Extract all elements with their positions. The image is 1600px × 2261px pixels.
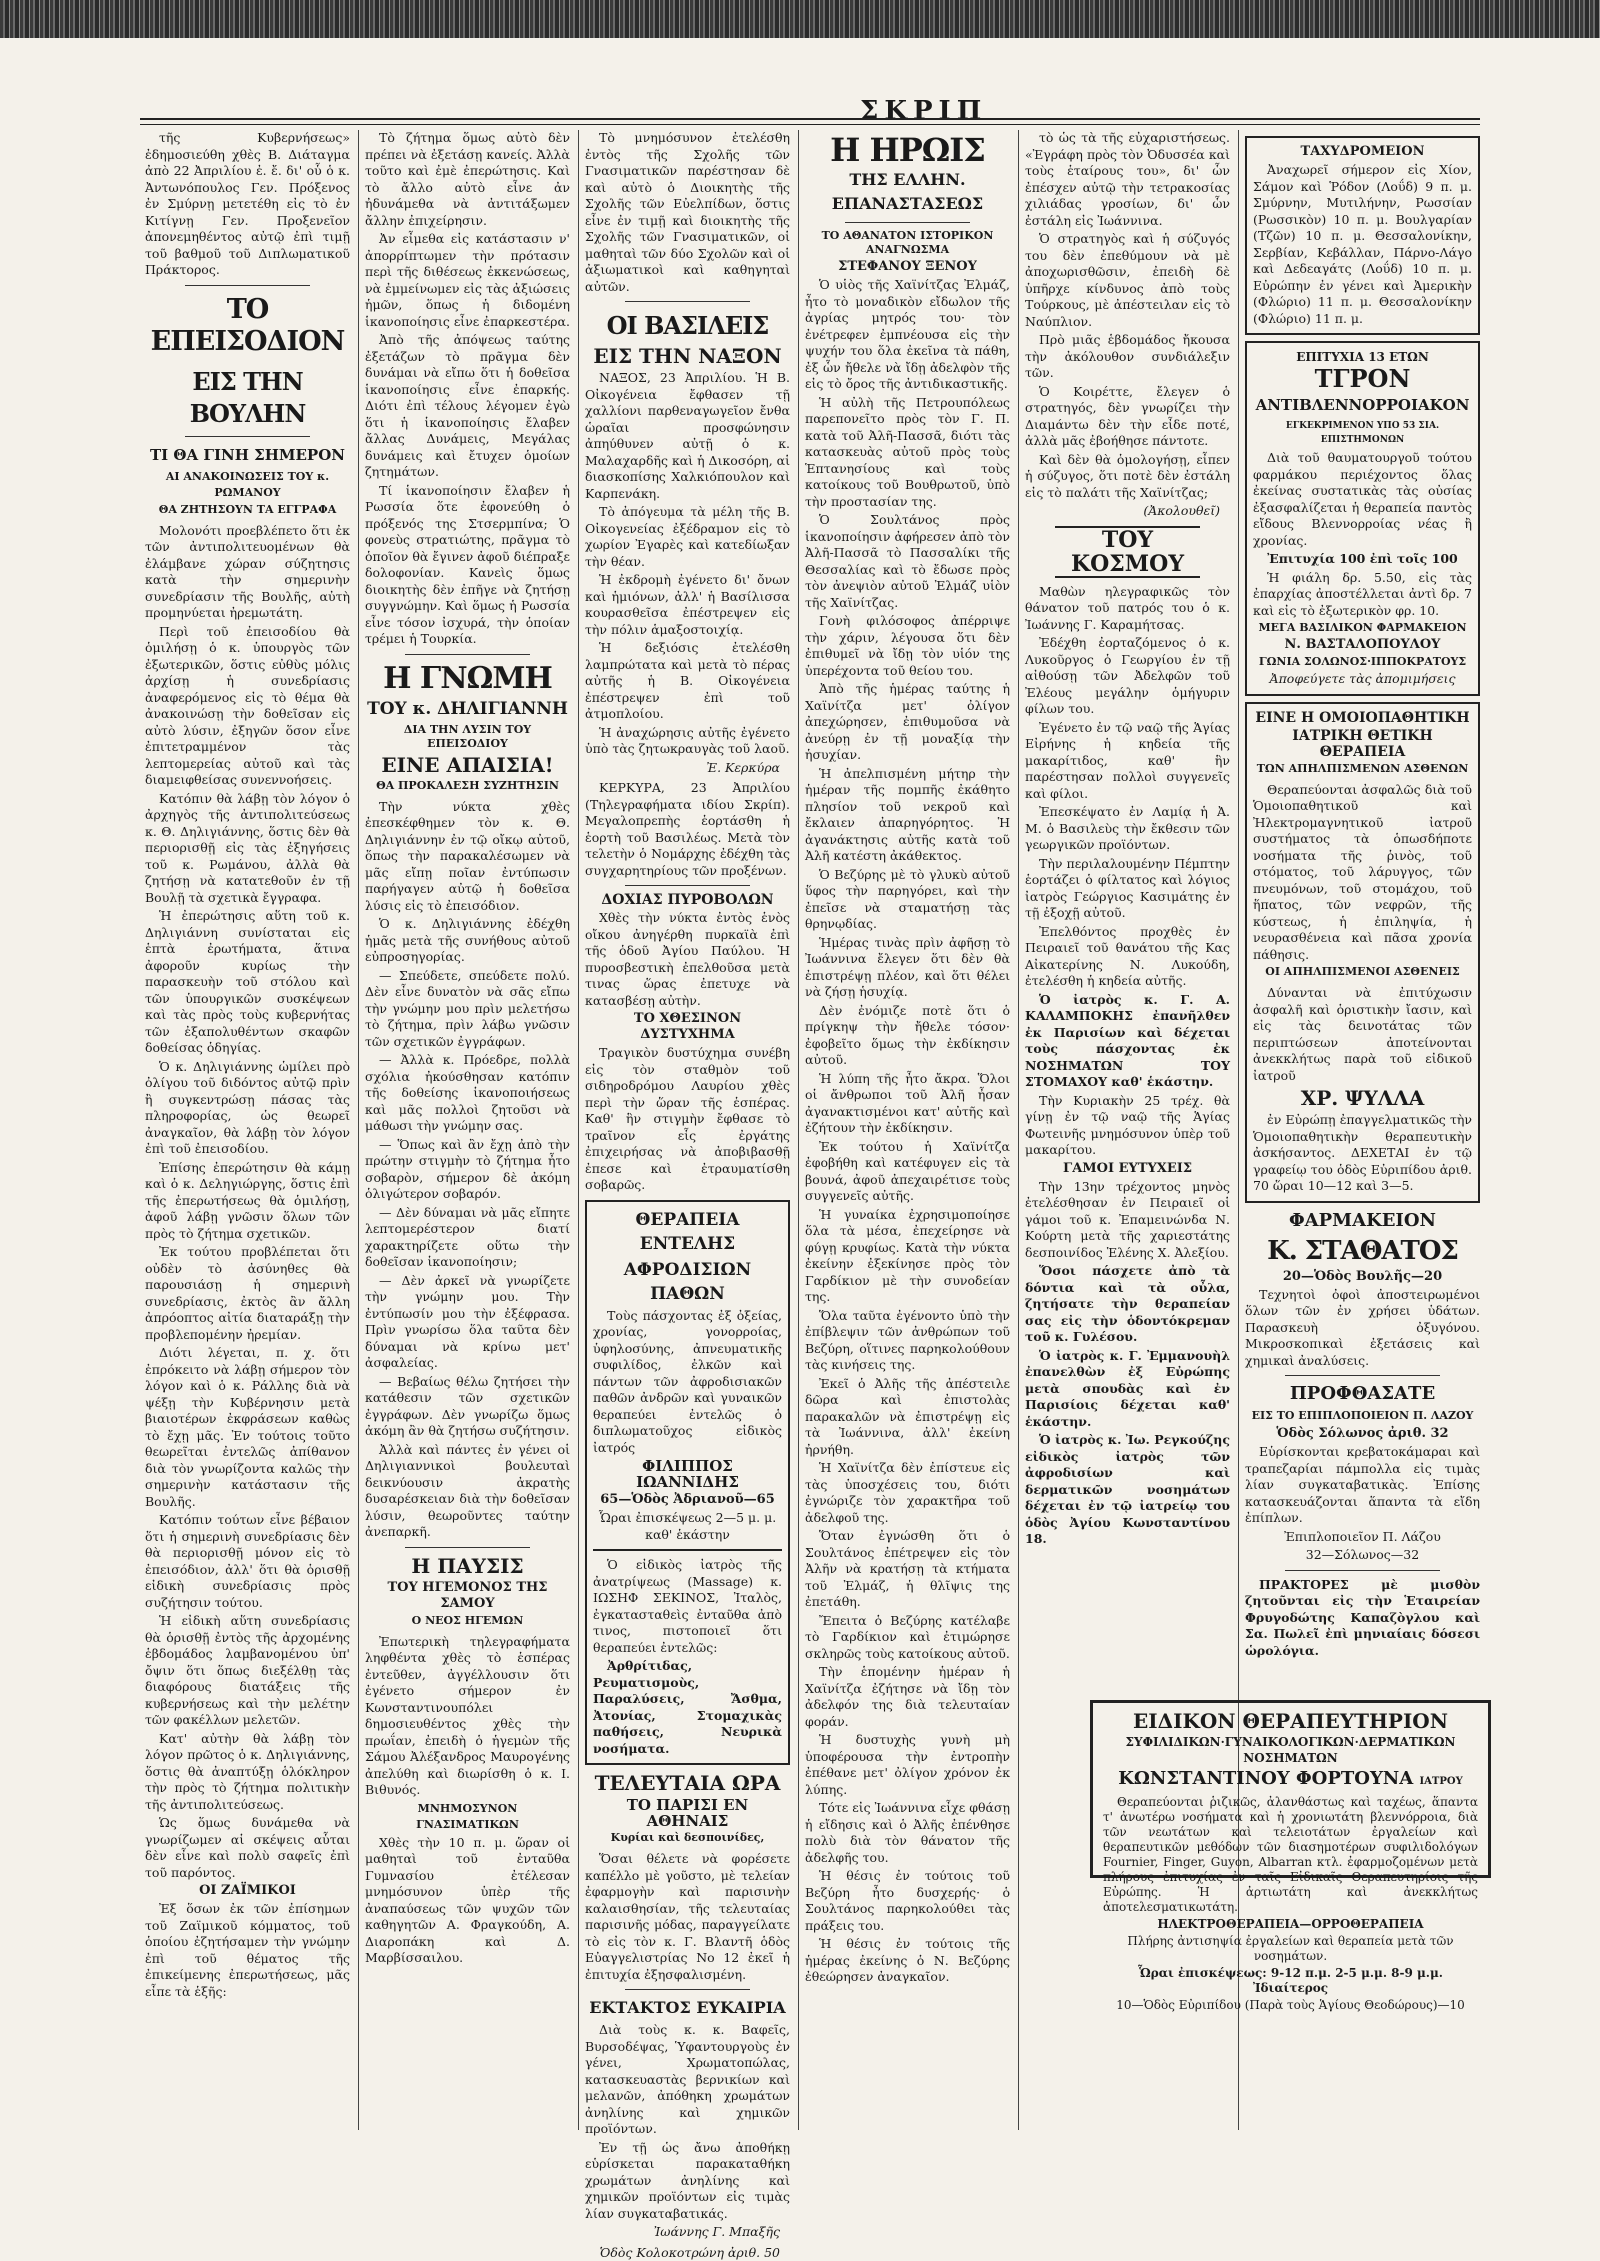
column-6	[1245, 130, 1480, 1660]
subheadline: ΑΙ ΑΝΑΚΟΙΝΩΣΕΙΣ ΤΟΥ κ. ΡΩΜΑΝΟΥ	[145, 469, 350, 501]
ad-text: Ἀποφεύγετε τὰς ἀπομιμήσεις	[1253, 671, 1472, 688]
paragraph: Ἀπὸ τῆς ἡμέρας ταύτης ἡ Χαϊνίτζα μετ' ὀλίγον ἀπεχώρησεν, ἐπιθυμοῦσα νὰ ἀνεύρῃ ἐν τῇ μοναξίᾳ τὴν ἡσυχίαν.	[805, 681, 1010, 764]
paragraph: Ὅλα ταῦτα ἐγένοντο ὑπὸ τὴν ἐπίβλεψιν τῶν ἀνθρώπων τοῦ Βεζύρη, οἵτινες παρηκολούθουν τὰς κινήσεις της.	[805, 1308, 1010, 1374]
ad-headline: ΕΙΣ ΤΟ ΕΠΙΠΛΟΠΟΙΕΙΟΝ Π. ΛΑΖΟΥ	[1245, 1408, 1480, 1424]
ad-address: 65—Ὁδὸς Ἀδριανοῦ—65	[593, 1492, 782, 1508]
column-rule	[578, 130, 579, 2130]
paragraph: Ὁ ἰατρὸς κ. Γ. Ἐμμανουὴλ ἐπανελθὼν ἐξ Εὐρώπης μετὰ σπουδὰς καὶ ἐν Παρισίοις δέχεται καθ' ἑκάστην.	[1025, 1348, 1230, 1431]
column-rule	[798, 130, 799, 2130]
ad-headline: ΕΠΙΤΥΧΙΑ 13 ΕΤΩΝ	[1253, 349, 1472, 365]
separator	[405, 654, 530, 655]
paragraph: Ἀν εἶμεθα εἰς κατάστασιν ν' ἀπορρίπτωμεν τὴν πρότασιν περὶ τῆς διθέσεως ἐκκενώσεως, νὰ ἐμμείνωμεν εἰς τὰς ἀξιώσεις ἡμῶν, ὅπως ἡ διδομένη ἱκανοποίησις εἶνε ἐπαρκεστέρα.	[365, 231, 570, 330]
paragraph: Ἔπειτα ὁ Βεζύρης κατέλαβε τὸ Γαρδίκιον καὶ ἐτιμώρησε σκληρῶς τοὺς κατοίκους αὐτοῦ.	[805, 1613, 1010, 1663]
headline: ΤΟΥ κ. ΔΗΛΙΓΙΑΝΝΗ	[365, 697, 570, 721]
paragraph: — Ἀλλὰ κ. Πρόεδρε, πολλὰ σχόλια ἠκούσθησαν κατόπιν τῆς δοθείσης ἱκανοποιήσεως καὶ μᾶς πολλοὶ ζητοῦσι νὰ μάθωσι τὴν γνώμην σας.	[365, 1052, 570, 1135]
subheadline: ΜΝΗΜΟΣΥΝΟΝ ΓΝΑΣΙΜΑΤΙΚΩΝ	[365, 1801, 570, 1833]
ad-subheadline: ΟΙ ΑΠΗΛΠΙΣΜΕΝΟΙ ΑΣΘΕΝΕΙΣ	[1253, 965, 1472, 979]
ad-text: Εὑρίσκονται κρεβατοκάμαραι καὶ τραπεζαρίαι πάμπολλα εἰς τιμὰς λίαν συγκαταβατικὰς. Ἐπίσης κατασκευάζονται ἅπαντα τὰ εἴδη ἐπίπλων.	[1245, 1444, 1480, 1527]
paragraph: Τὴν 13ην τρέχοντος μηνὸς ἐτελέσθησαν ἐν Πειραιεῖ οἱ γάμοι τοῦ κ. Ἐπαμεινώνδα Ν. Κούρτη μετὰ τῆς χαριεστάτης δεσποινίδος Ἑλένης Χ. Ἀλεξίου.	[1025, 1179, 1230, 1262]
paragraph: Ὁ ἰατρὸς κ. Γ. Α. ΚΑΛΑΜΠΟΚΗΣ ἐπανῆλθεν ἐκ Παρισίων καὶ δέχεται τοὺς πάσχοντας ἐκ ΝΟΣΗΜΑΤΩΝ ΤΟΥ ΣΤΟΜΑΧΟΥ καθ' ἑκάστην.	[1025, 992, 1230, 1091]
headline: Η ΓΝΩΜΗ	[365, 663, 570, 695]
ad-address: ΓΩΝΙΑ ΣΟΛΩΝΟΣ·ΙΠΠΟΚΡΑΤΟΥΣ	[1253, 655, 1472, 669]
headline: ΤΟΥ ΚΟΣΜΟΥ	[1055, 526, 1200, 578]
signature: Ὁδὸς Κολοκοτρώνη ἀριθ. 50	[595, 2245, 780, 2261]
paragraph: Ἡ ἐκδρομὴ ἐγένετο δι' ὄνων καὶ ἡμιόνων, ἀλλ' ἡ Βασίλισσα κουρασθεῖσα ἐπέστρεψεν εἰς τὴν πόλιν ἁμαξοστοιχίᾳ.	[585, 572, 790, 638]
ad-headline: ΑΦΡΟΔΙΣΙΩΝ ΠΑΘΩΝ	[593, 1258, 782, 1306]
subheadline: Ο ΝΕΟΣ ΗΓΕΜΩΝ	[365, 1614, 570, 1628]
ad-headline: ΑΝΤΙΒΛΕΝΝΟΡΡΟΙΑΚΟΝ	[1253, 393, 1472, 417]
paragraph: Ἡ εἰδικὴ αὕτη συνεδρίασις θὰ ὁρισθῇ ἐντὸς τῆς ἀρχομένης ἑβδομάδος λαμβανομένου ὑπ' ὄψιν ὅτι ὅπως διεξέλθῃ τὰς διαφόρους διατάξεις τῆς κυβερνήσεως καὶ τὴν μελέτην τῶν φακέλλων μελετῶν.	[145, 1613, 350, 1729]
ad-subheadline: ΕΓΚΕΚΡΙΜΕΝΟΝ ΥΠΟ 53 ΣΙΑ. ΕΠΙΣΤΗΜΟΝΩΝ	[1253, 419, 1472, 447]
paragraph: Ὁ στρατηγὸς καὶ ἡ σύζυγός του δὲν ἐπεθύμουν νὰ μὲ ἀποχωρισθῶσιν, ἐπειδὴ δὲ ὑπῆρχε κίνδυνος ἀπὸ τοὺς Τούρκους, μὲ ἀπέστειλαν εἰς τὸ Ναύπλιον.	[1025, 231, 1230, 330]
ad-headline: ΘΕΡΑΠΕΙΑ ΕΝΤΕΛΗΣ	[593, 1208, 782, 1256]
ad-text: Διὰ τοῦ θαυματουργοῦ τούτου φαρμάκου περιέχοντος ὅλας ἐκείνας συστατικὰς τὰς οὐσίας ἐξασφαλίζεται ἡ θεραπεία παντὸς εἴδους Βλεννορροίας νέας ἢ χρονίας.	[1253, 450, 1472, 549]
paragraph: Ἐν τῇ ὡς ἄνω ἀποθήκῃ εὑρίσκεται παρακαταθήκη χρωμάτων ἀνηλίνης καὶ χημικῶν προϊόντων εἰς τιμὰς λίαν συγκαταβατικάς.	[585, 2140, 790, 2223]
paragraph: Ἡ λύπη τῆς ἦτο ἄκρα. Ὅλοι οἱ ἄνθρωποι τοῦ Ἀλῆ ἦσαν ἀγανακτισμένοι κατ' αὐτῆς καὶ ἐζήτουν τὴν ἐκδίκησιν.	[805, 1071, 1010, 1137]
headline: ΕΙΝΕ ΑΠΑΙΣΙΑ!	[365, 753, 570, 777]
paragraph: Τί ἱκανοποίησιν ἔλαβεν ἡ Ρωσσία ὅτε ἐφονεύθη ὁ πρόξενός της Στσερμπίνα; Ὁ φονεὺς στρατιώτης, πρᾶγμα τὸ ὁποῖον θὰ ἔγινεν ἀφοῦ διέπραξε δολοφονίαν. Κανεὶς ὅμως διοικητὴς δὲν ἐπῆγε νὰ ζητήσῃ συγγνώμην. Καὶ ὅμως ἡ Ρωσσία εἶνε τόσον ἰσχυρά, τὴν ὁποίαν τρέμει ἡ Τουρκία.	[365, 483, 570, 648]
ad-name: ΧΡ. ΨΥΛΛΑ	[1253, 1086, 1472, 1110]
paragraph: Γονὴ φιλόσοφος ἀπέρριψε τὴν χάριν, λέγουσα ὅτι δὲν ἐπιθυμεῖ νὰ ἴδῃ τὸν υἱόν της ὑπερέχοντα τοῦ θείου του.	[805, 613, 1010, 679]
subheadline: ΤΟΥ ΗΓΕΜΟΝΟΣ ΤΗΣ ΣΑΜΟΥ	[365, 1580, 570, 1612]
headline: ΤΟ ΧΘΕΣΙΝΟΝ ΔΥΣΤΥΧΗΜΑ	[585, 1011, 790, 1043]
ad-name	[1103, 1767, 1478, 1794]
ad-name-title: ΙΑΤΡΟΥ	[1420, 1776, 1463, 1787]
paragraph: Τὴν νύκτα χθὲς ἐπεσκέφθημεν τὸν κ. Θ. Δηλιγιάννην ἐν τῷ οἴκῳ αὐτοῦ, ὅπως τὴν παρακαλέσωμεν νὰ μᾶς εἴπῃ ποῖαν ἐντύπωσιν παρήγαγεν αὐτῷ ἡ δοθεῖσα λύσις εἰς τὸ ἐπεισόδιον.	[365, 799, 570, 915]
ad-name: ΦΙΛΙΠΠΟΣ ΙΩΑΝΝΙΔΗΣ	[593, 1458, 782, 1490]
column-5	[1025, 130, 1230, 1660]
paragraph: Ἡ αὐλὴ τῆς Πετρουπόλεως παρεπονεῖτο πρὸς τὸν Γ. Π. κατὰ τοῦ Ἀλῆ-Πασσᾶ, διότι τὰς κατασκευὰς αὐτοῦ πρὸς τοὺς Ἑπτανησίους καὶ τοὺς κατοίκους τοῦ Βουθρωτοῦ, ὑπὸ τὴν προστασίαν της.	[805, 395, 1010, 511]
paragraph: Κατ' αὐτὴν θὰ λάβῃ τὸν λόγον πρῶτος ὁ κ. Δηλιγιάννης, ὅστις θὰ ἀναπτύξῃ ὁλόκληρον τὴν πρὸς τὸ ζήτημα πολιτικὴν τῆς ἀντιπολιτεύσεως.	[145, 1731, 350, 1814]
ad-text: Ἐπιπλοποιεῖον Π. Λάζου	[1245, 1529, 1480, 1546]
paragraph: Ἡμέρας τινὰς πρὶν ἀφῆσῃ τὸ Ἰωάννινα ἔλεγεν ὅτι δὲν θὰ ἐπιστρέψῃ πλέον, καὶ ὅτι θέλει νὰ ζήσῃ ἡσυχίᾳ.	[805, 935, 1010, 1001]
headline: ΤΗΣ ΕΛΛΗΝ. ΕΠΑΝΑΣΤΑΣΕΩΣ	[805, 168, 1010, 216]
paragraph: Ἐκ τούτου προβλέπεται ὅτι οὐδὲν τὸ ἀσύνηθες θὰ παρουσιάσῃ ἡ σημερινὴ συνεδρίασις, ἐκτὸς ἂν ἄλλη ἀπρόοπτος αἰτία διαταράξῃ τὴν προβλεπομένην ἠρεμίαν.	[145, 1244, 350, 1343]
subheadline: ΣΤΕΦΑΝΟΥ ΞΕΝΟΥ	[805, 259, 1010, 275]
paragraph: — Δὲν δύναμαι νὰ μᾶς εἴπητε λεπτομερέστερον διατί χαρακτηρίζετε οὕτω τὴν δοθεῖσαν ἱκανοποίησιν;	[365, 1205, 570, 1271]
paragraph: — Βεβαίως θέλω ζητήσει τὴν κατάθεσιν τῶν σχετικῶν ἐγγράφων. Δὲν γνωρίζω ὅμως ἀκόμη ἂν θὰ ζητήσω συζήτησιν.	[365, 1374, 570, 1440]
ad-subheadline: ΤΩΝ ΑΠΗΛΠΙΣΜΕΝΩΝ ΑΣΘΕΝΩΝ	[1253, 762, 1472, 776]
paragraph: Τότε εἰς Ἰωάννινα εἶχε φθάσῃ ἡ εἴδησις καὶ ὁ Ἀλῆς ἐπένθησε πολὺ διὰ τὸν θάνατον τῆς ἀδελφῆς του.	[805, 1800, 1010, 1866]
separator	[1285, 1375, 1440, 1376]
signature: Ἰωάννης Γ. Μπαξῆς	[595, 2224, 780, 2241]
column-rule	[1018, 130, 1019, 2130]
headline: ΕΙΣ ΤΗΝ ΝΑΞΟΝ	[585, 344, 790, 368]
ad-text: ΠΡΑΚΤΟΡΕΣ μὲ μισθὸν ζητοῦνται εἰς τὴν Ἑταιρείαν Φρυγοδώτης Καπαζὸγλου καὶ Σα. Πωλεῖ ἐπὶ μηνιαίαις δόσεσι ὡρολόγια.	[1245, 1577, 1480, 1660]
paragraph: Ὡς ὅμως δυνάμεθα νὰ γνωρίζωμεν αἱ σκέψεις αὗται δὲν εἶνε καὶ πολὺ σαφεῖς ἐπὶ τοῦ παρόντος.	[145, 1815, 350, 1881]
paragraph: — Σπεύδετε, σπεύδετε πολύ. Δὲν εἶνε δυνατὸν νὰ σᾶς εἴπω τὴν γνώμην μου πρὶν μελετήσω τὸ ζήτημα, πρὶν λάβω γνῶσιν τῶν σχετικῶν ἐγγράφων.	[365, 968, 570, 1051]
ad-headline: ΣΥΦΙΛΙΔΙΚΩΝ·ΓΥΝΑΙΚΟΛΟΓΙΚΩΝ·ΔΕΡΜΑΤΙΚΩΝ ΝΟΣΗΜΑΤΩΝ	[1103, 1734, 1478, 1766]
advertisement	[1245, 702, 1480, 1203]
paragraph: Ἐδέχθη ἐορταζόμενος ὁ κ. Λυκοῦργος ὁ Γεωργίου ἐν τῇ αἰθούσῃ τῶν Ἀδελφῶν τοῦ Ἐλέους μεγάλην ὁμήγυριν φίλων του.	[1025, 635, 1230, 718]
ad-address: 20—Ὁδὸς Βουλῆς—20	[1245, 1269, 1480, 1285]
headline: ΤΟ ΠΑΡΙΣΙ ΕΝ ΑΘΗΝΑΙΣ	[585, 1797, 790, 1829]
subheadline: ΟΙ ΖΑΪΜΙΚΟΙ	[145, 1883, 350, 1899]
paragraph: Ἡ δεξιόσις ἐτελέσθη λαμπρώτατα καὶ μετὰ τὸ πέρας αὐτῆς ἡ Β. Οἰκογένεια ἐπέστρεψεν ἐπὶ τοῦ ἀτμοπλοίου.	[585, 640, 790, 723]
ad-hours: Ὧραι ἐπισκέψεως: 9-12 π.μ. 2-5 μ.μ. 8-9 μ.μ. Ἰδιαίτερος	[1103, 1966, 1478, 1996]
paragraph: Ἡ ἀπελπισμένη μήτηρ τὴν ἡμέραν τῆς πομπῆς ἐκάθητο πλησίον τοῦ νεκροῦ καὶ ἔκλαιεν ἀπαρηγόρητος. Ἡ ἀγανάκτησις αὐτῆς κατὰ τοῦ Ἀλῆ κατέστη ἀκάθεκτος.	[805, 766, 1010, 865]
paragraph: Ὅσαι θέλετε νὰ φορέσετε καπέλλο μὲ γοῦστο, μὲ τελείαν ἐφαρμογὴν καὶ παρισινὴν καλαισθησίαν, τῆς τελευταίας παρισινῆς μόδας, παραγγείλατε τὸ εἰς τὸν κ. Γ. Βλαντῆ ὁδὸς Εὐαγγελιστρίας Νο 12 ἐκεῖ ἡ ἐπιτυχία ἐξησφαλισμένη.	[585, 1851, 790, 1983]
headline: ΔΟΧΙΑΣ ΠΥΡΟΒΟΛΩΝ	[585, 892, 790, 908]
paragraph: Περὶ τοῦ ἐπεισοδίου θὰ ὁμιλήσῃ ὁ κ. ὑπουργὸς τῶν ἐξωτερικῶν, ὅστις εὐθὺς μόλις ἀρχίσῃ ἡ συνεδρίασις ἀναφερόμενος εἰς τὸ θέμα θὰ ἀνακοινώσῃ τὴν δοθεῖσαν εἰς αὐτὸ λύσιν, ἐξηγῶν ὅσον εἶνε ἐπιτετραμμένον τὰς λεπτομερείας αὐτοῦ καὶ τὰς διαμειφθείσας συνεννοήσεις.	[145, 624, 350, 789]
paragraph: Ἡ Χαϊνίτζα δὲν ἐπίστευε εἰς τὰς ὑποσχέσεις του, διότι ἐγνώριζε τὸν χαρακτῆρα τοῦ ἀδελφοῦ της.	[805, 1460, 1010, 1526]
paragraph: Ἐκ τούτου ἡ Χαϊνίτζα ἐφοβήθη καὶ κατέφυγεν εἰς τὰ βουνά, ἀφοῦ ἀπεχαιρέτισε τοὺς συγγενεῖς αὐτῆς.	[805, 1139, 1010, 1205]
paragraph: Ὁ Σουλτάνος πρὸς ἱκανοποίησιν ἀφήρεσεν ἀπὸ τὸν Ἀλῆ-Πασσᾶ τὸ Πασσαλίκι τῆς Θεσσαλίας καὶ τὸ ἔδωσε πρὸς τὸν ἀνεψιὸν αὐτοῦ Ἐλμάζ υἱὸν τῆς Χαϊνίτζας.	[805, 512, 1010, 611]
ad-text: Θεραπεύονται ῥιζικῶς, ἀλανθάστως καὶ ταχέως, ἅπαντα τ' ἀνωτέρω νοσήματα καὶ ἡ χρονιωτάτη βλεννόρροια, διὰ τῶν νεωτάτων καὶ τελειοτάτων ἐργαλείων καὶ θεραπευτικῶν μεθόδων τῶν διασημοτέρων συφιλιδολόγων Fournier, Finger, Guyon, Albarran κτλ. ἐφαρμοζομένων μετὰ πλήρους ἐπιτυχίας ἐν ταῖς Εἰδικαῖς Θεραπευτηρίοις τῆς Εὐρώπης. Ἡ ἀρτιωτάτη καὶ ἀνεκκλήτως ἀποτελεσματικωτάτη.	[1103, 1795, 1478, 1915]
paragraph: ΝΑΞΟΣ, 23 Ἀπριλίου. Ἡ Β. Οἰκογένεια ἔφθασεν τῇ χαλλίονι παρθεναγωγεῖον ἔνθα ὡραῖαι προσφώνησιν ἀπηύθυνεν αὐτῇ ὁ κ. Μαλαχαρδῆς καὶ ἡ Δικοσόρη, αἱ διασκοπίσης Χαλκιόπουλον καὶ Καρπενάκη.	[585, 370, 790, 502]
headline: ΤΟ ΕΠΕΙΣΟΔΙΟΝ	[145, 294, 350, 358]
separator	[185, 285, 310, 286]
ad-text: Ἀρθρίτιδας, Ρευματισμοὺς, Παραλύσεις, Ἄσθμα, Ἀτονίας, Στομαχικὰς παθήσεις, Νευρικὰ νοσήματα.	[593, 1658, 782, 1757]
ad-text: Δύνανται νὰ ἐπιτύχωσιν ἀσφαλῆ καὶ ὁριστικὴν ἴασιν, καὶ εἰς τὰς δεινοτάτας τῶν περιπτώσεων ἀποτείνονται ἀνεκκλήτως παρὰ τοῦ εἰδικοῦ ἰατροῦ	[1253, 985, 1472, 1084]
headline: ΕΚΤΑΚΤΟΣ ΕΥΚΑΙΡΙΑ	[585, 1996, 790, 2020]
header-rule	[140, 118, 1480, 120]
paragraph: Τὸ ζήτημα ὅμως αὐτὸ δὲν πρέπει νὰ ἐξετάσῃ κανείς. Ἀλλὰ τοῦτο καὶ ἐμὲ ἐπερώτησις. Καὶ τὸ ἄλλο αὐτὸ εἶνε ἀν ἠδυνάμεθα νὰ ἀντιτάξωμεν ἄλλην ἐπιχείρησιν.	[365, 130, 570, 229]
ad-name-text: ΚΩΝΣΤΑΝΤΙΝΟΥ ΦΟΡΤΟΥΝΑ	[1118, 1768, 1413, 1789]
paragraph: Δὲν ἐνόμιζε ποτὲ ὅτι ὁ πρίγκηψ τὴν ἤθελε τόσον· ἐφοβεῖτο ὅμως τὴν ἐκδίκησιν αὐτοῦ.	[805, 1003, 1010, 1069]
paragraph: Τὴν Κυριακὴν 25 τρέχ. θὰ γίνῃ ἐν τῷ ναῷ τῆς Ἁγίας Φωτεινῆς μνημόσυνον ὑπὲρ τοῦ μακαρίτου.	[1025, 1093, 1230, 1159]
ad-headline: ΤΓΡΟΝ	[1253, 367, 1472, 391]
signature: (Ἀκολουθεῖ)	[1035, 503, 1220, 520]
paragraph: Ἐπεσκέψατο ἐν Λαμίᾳ ἡ Ἀ. Μ. ὁ Βασιλεὺς τὴν ἔκθεσιν τῶν γεωργικῶν προϊόντων.	[1025, 804, 1230, 854]
ad-headline: ΠΡΟΦΘΑΣΑΤΕ	[1245, 1382, 1480, 1406]
paragraph: Τὴν ἑπομένην ἡμέραν ἡ Χαϊνίτζα ἐζήτησε νὰ ἴδῃ τὸν ἀδελφόν της διὰ τελευταίαν φοράν.	[805, 1664, 1010, 1730]
bottom-advertisement	[1090, 1700, 1491, 1878]
advertisement	[1245, 341, 1480, 696]
headline: Η ΠΑΥΣΙΣ	[365, 1554, 570, 1578]
paragraph: Τὴν περιλαλουμένην Πέμπτην ἑορτάζει ὁ φίλτατος καὶ λόγιος ἰατρὸς Γεώργιος Κασιμάτης ἐν τῇ ἐξοχῇ αὐτοῦ.	[1025, 856, 1230, 922]
ad-text: Ἐπιτυχία 100 ἐπὶ τοῖς 100	[1253, 551, 1472, 568]
separator	[405, 1547, 530, 1548]
paragraph: Διότι λέγεται, π. χ. ὅτι ἐπρόκειτο νὰ λάβῃ σήμερον τὸν λόγον καὶ ὁ κ. Ράλλης διὰ νὰ ψέξῃ τὴν Κυβέρνησιν μετὰ βιαιοτέρων ἐκφράσεων καθὼς τὸ ἔχῃ μᾶς. Ἐν τούτοις τοῦτο θεωρεῖται ἐντελῶς ἀπίθανον διὰ τὸν γνωρίζοντα καλῶς τὴν σημερινὴν κατάστασιν τῆς Βουλῆς.	[145, 1345, 350, 1510]
column-rule	[358, 130, 359, 2130]
paragraph: Πρὸ μιᾶς ἑβδομάδος ἤκουσα τὴν ἀκόλουθον συνδιάλεξιν τῶν.	[1025, 332, 1230, 382]
paragraph: Ὁ Κοιρέττε, ἔλεγεν ὁ στρατηγός, δὲν γνωρίζει τὴν Διαμάντω δὲν τὴν εἶδε ποτέ, ἀλλὰ μᾶς ἐβοήθησε πάντοτε.	[1025, 384, 1230, 450]
ad-name: Ν. ΒΑΣΤΑΛΟΠΟΥΛΟΥ	[1253, 637, 1472, 653]
paragraph: Ὁ υἱὸς τῆς Χαϊνίτζας Ἐλμάζ, ἦτο τὸ μοναδικὸν εἴδωλον τῆς ἀγρίας μητρός του· τὸν ἐνέτρεφεν ἐμπνέουσα εἰς τὴν ψυχήν του ὅλα ἐκεῖνα τὰ πάθη, ἐξ ὧν ἤθελε νὰ ἴδῃ ἀδελφὸν τῆς εἰς τὸ ὄρος τῆς ἀντιδικαστικῆς.	[805, 277, 1010, 393]
ad-headline: Κ. ΣΤΑΘΑΤΟΣ	[1245, 1235, 1480, 1267]
article-intro: τῆς Κυβερνήσεως» ἐδημοσιεύθη χθὲς Β. Διάταγμα ἀπὸ 22 Ἀπριλίου ἐ. ἔ. δι' οὗ ὁ κ. Ἀντωνόπουλος Γεν. Πρόξενος ἐν Σμύρνῃ μετετέθη εἰς τὸ ἐν Κιτίγνῃ Γεν. Προξενεῖον ἀπονεμηθέντος αὐτῷ ἐπὶ τιμῇ τοῦ βαθμοῦ τοῦ Διπλωματικοῦ Πράκτορος.	[145, 130, 350, 279]
ad-text: ἐν Εὐρώπῃ ἐπαγγελματικῶς τὴν Ὁμοιοπαθητικὴν θεραπευτικὴν ἀσκήσαντος. ΔΕΧΕΤΑΙ ἐν τῷ γραφείῳ του ὁδὸς Εὐριπίδου ἀριθ. 70 ὥραι 10—12 καὶ 3—5.	[1253, 1112, 1472, 1195]
ad-text: Τοὺς πάσχοντας ἐξ ὀξείας, χρονίας, γονορροίας, ὑφηλοσύνης, ἀπνευματικῆς συφιλίδος, ἐλκῶν καὶ πάντων τῶν ἀφροδισιακῶν παθῶν ἀνδρῶν καὶ γυναικῶν θεραπεύει ἐντελῶς ὁ διπλωματοῦχος εἰδικὸς ἰατρός	[593, 1308, 782, 1457]
box-text: Ἀναχωρεῖ σήμερον εἰς Χίον, Σάμον καὶ Ῥόδον (Λοΰδ) 9 π. μ. Σμύρνην, Μυτιλήνην, Ρωσσίαν (Ρωσσικὸν) 10 π. μ. Βουλγαρίαν (Τζῶν) 10 π. μ. Θεσσαλονίκην, Σερβίαν, Κεβάλλαν, Πάρνο-Λάγο καὶ Δεδεαγάτς (Λοΰδ) 10 π. μ. Εὐρώπην ἐν γένει καὶ Ἀμερικὴν (Φλώριο) 11 π. μ. Θεσσαλονίκην (Φλώριο) 11 π. μ.	[1253, 162, 1472, 327]
paragraph: τὸ ὡς τὰ τῆς εὐχαριστήσεως. «Ἐγράφη πρὸς τὸν Ὀδυσσέα καὶ τοὺς ἑταίρους του», δι' ὧν ἐπέσχεν αὐτῷ τὴν τετρακοσίας χιλιάδας γροσίων, δι' ὧν ἐστάλη εἰς Ἰωάννινα.	[1025, 130, 1230, 229]
ad-text: Τεχνητοὶ ὀφοὶ ἀποστειρωμένοι ὅλων τῶν ἐν χρήσει ὑδάτων. Παρασκευὴ ὀξυγόνου. Μικροσκοπικαὶ ἐξετάσεις καὶ χημικαὶ ἀναλύσεις.	[1245, 1287, 1480, 1370]
subheadline: ΤΟ ΑΘΑΝΑΤΟΝ ΙΣΤΟΡΙΚΟΝ ΑΝΑΓΝΩΣΜΑ	[805, 229, 1010, 257]
paragraph: Ἐπίσης ἐπερώτησιν θὰ κάμῃ καὶ ὁ κ. Δεληγιώργης, ὅστις ἐπὶ τῆς ἐπερωτήσεως θὰ ὁμιλήσῃ, ἀφοῦ λάβῃ γνῶσιν ὅλων τῶν πρὸς τὸ ζήτημα σχετικῶν.	[145, 1160, 350, 1243]
paragraph: Μολονότι προεβλέπετο ὅτι ἐκ τῶν ἀντιπολιτευομένων θὰ ἐλάμβανε χώραν σύζητησις κατὰ τὴν σημερινὴν συνεδρίασιν τῆς Βουλῆς, αὐτὴ προμηνύεται ἠρεμωτάτη.	[145, 523, 350, 622]
paragraph: Τὸ μνημόσυνον ἐτελέσθη ἐντὸς τῆς Σχολῆς τῶν Γνασιματικῶν παρέστησαν δὲ καὶ αὐτὸ ὁ Διοικητὴς τῆς Σχολῆς τῶν Εὐελπίδων, ὅστις εἶνε ἐν τιμῇ καὶ διοικητὴς τῆς Σχολῆς τῶν Γνασιματικῶν, οἱ μαθηταὶ τῶν δύο Σχολῶν καὶ οἱ ἀξιωματικοὶ καὶ καθηγηταὶ αὐτῶν.	[585, 130, 790, 295]
paragraph: Ἡ δυστυχὴς γυνὴ μὴ ὑποφέρουσα τὴν ἐντροπὴν ἐπέθανε μετ' ὀλίγον χρόνον ἐκ λύπης.	[805, 1732, 1010, 1798]
paragraph: Ἐκεῖ ὁ Ἀλῆς τῆς ἀπέστειλε δῶρα καὶ ἐπιστολὰς παρακαλῶν νὰ ἐπιστρέψῃ εἰς τὰ Ἰωάννινα, ἀλλ' ἐκείνη ἠρνήθη.	[805, 1376, 1010, 1459]
headline: ΓΑΜΟΙ ΕΥΤΥΧΕΙΣ	[1025, 1161, 1230, 1177]
paragraph: Χθὲς τὴν 10 π. μ. ὥραν οἱ μαθηταὶ τοῦ ἐνταῦθα Γυμνασίου ἐτέλεσαν μνημόσυνον ὑπὲρ τῆς ἀναπαύσεως τῶν ψυχῶν τῶν καθηγητῶν Α. Φραγκούδη, Α. Διαροπάκη καὶ Δ. Μαρβίσσαιλου.	[365, 1835, 570, 1967]
separator	[625, 301, 750, 302]
paragraph: Ἡ ἀναχώρησις αὐτῆς ἐγένετο ὑπὸ τὰς ζητωκραυγὰς τοῦ λαοῦ.	[585, 725, 790, 758]
paragraph: Ἐξ ὅσων ἐκ τῶν ἐπίσημων τοῦ Ζαϊμικοῦ κόμματος, τοῦ ὁποίου ἐζητήσαμεν τὴν γνώμην ἐπὶ τοῦ θέματος τῆς ἐπικείμενης ἐπερωτήσεως, μᾶς εἶπε τὰ ἑξῆς:	[145, 1901, 350, 2000]
subheadline: ΘΑ ΖΗΤΗΣΟΥΝ ΤΑ ΕΓΓΡΑΦΑ	[145, 503, 350, 517]
paragraph: Ὅσοι πάσχετε ἀπὸ τὰ δόντια καὶ τὰ οὖλα, ζητήσατε τὴν θεραπείαν σας εἰς τὴν ὁδοντόκρεμαν τοῦ κ. Γυλέσου.	[1025, 1263, 1230, 1346]
signature: Ἐ. Κερκύρα	[595, 760, 780, 777]
ad-headline: ΕΙΝΕ Η ΟΜΟΙΟΠΑΘΗΤΙΚΗ	[1253, 710, 1472, 726]
separator	[845, 222, 970, 223]
paragraph: Κατόπιν τούτων εἶνε βέβαιον ὅτι ἡ σημερινὴ συνεδρίασις δὲν θὰ περιορισθῇ μόνον εἰς τὸ ἐπεισόδιον, ἀλλ' ὅτι θὰ ὁρισθῇ εἰδικὴ συνεδρίασις πρὸς συζήτησιν τούτου.	[145, 1512, 350, 1611]
paragraph: Ὁ κ. Δηλιγιάννης ὡμίλει πρὸ ὀλίγου τοῦ διδόντος αὐτῷ πρὶν ἢ συγκεντρώσῃ πάσας τὰς πληροφορίας, ὡς θεωρεῖ ἀναγκαῖον, θὰ λάβῃ τὸν λόγον ἐπὶ τοῦ ἐπεισοδίου.	[145, 1059, 350, 1158]
paragraph: Διὰ τοὺς κ. κ. Βαφεῖς, Βυρσοδέψας, Ὑφαντουργοὺς ἐν γένει, Χρωματοπώλας, κατασκευαστὰς βερνικίων καὶ μελανῶν, ἀπόθηκη χρωμάτων ἀνηλίνης καὶ χημικῶν προϊόντων.	[585, 2022, 790, 2138]
ad-subheadline: ΜΕΓΑ ΒΑΣΙΛΙΚΟΝ ΦΑΡΜΑΚΕΙΟΝ	[1253, 621, 1472, 635]
paragraph: ΚΕΡΚΥΡΑ, 23 Ἀπριλίου (Τηλεγραφήματα ιδίου Σκρίπ). Μεγαλοπρεπὴς ἑορτάσθη ἡ ἑορτὴ τοῦ Βασιλέως. Μετὰ τὸν τελετὴν ὁ Νομάρχης ἐδέχθη τὰς συγχαρητηρίους τῶν προξένων.	[585, 780, 790, 879]
ad-headline: ΦΑΡΜΑΚΕΙΟΝ	[1245, 1209, 1480, 1233]
subheadline: ΘΑ ΠΡΟΚΑΛΕΣΗ ΣΥΖΗΤΗΣΙΝ	[365, 779, 570, 793]
paragraph: Τὸ ἀπόγευμα τὰ μέλη τῆς Β. Οἰκογενείας ἐξέδραμον εἰς τὸ χωρίον Ἐγαρὲς καὶ κατεδίωξαν τὴν θέαν.	[585, 504, 790, 570]
paragraph: Χθὲς τὴν νύκτα ἐντὸς ἑνὸς οἴκου ἀνηγέρθη πυρκαϊὰ ἐπὶ τῆς ὁδοῦ Ἀγίου Παύλου. Ἡ πυροσβεστικὴ ἐπελθοῦσα μετὰ τινας ὥρας ἐπετυχε νὰ κατασβέσῃ αὐτὴν.	[585, 910, 790, 1009]
paragraph: Μαθὼν ηλεγραφικῶς τὸν θάνατον τοῦ πατρός του ὁ κ. Ἰωάννης Γ. Καραμήτσας.	[1025, 584, 1230, 634]
headline: ΕΙΣ ΤΗΝ ΒΟΥΛΗΝ	[145, 366, 350, 430]
paragraph: Ἐπελθόντος προχθὲς ἐν Πειραιεῖ τοῦ θανάτου τῆς Κας Αἰκατερίνης Ν. Λυκούδη, ἐτελέσθη ἡ κηδεία αὐτῆς.	[1025, 924, 1230, 990]
paragraph: Ἐγένετο ἐν τῷ ναῷ τῆς Ἁγίας Εἰρήνης ἡ κηδεία τῆς μακαρίτιδος, καθ' ἣν παρέστησαν πολλοὶ συγγενεῖς καὶ φίλοι.	[1025, 720, 1230, 803]
paragraph: Καὶ δὲν θὰ ὁμολογήσῃ, εἶπεν ἡ σύζυγος, ὅτι ποτὲ δὲν ἐστάλη εἰς τὸ παλάτι τῆς Χαϊνίτζας;	[1025, 452, 1230, 502]
headline: Η ΗΡΩΙΣ	[805, 134, 1010, 166]
header-rule-thin	[140, 124, 1480, 125]
separator	[1285, 1570, 1440, 1571]
paragraph: Ἀλλὰ καὶ πάντες ἐν γένει οἱ Δηλιγιαννικοὶ βουλευταὶ δεικνύουσιν ἀκρατὴς δυσαρέσκειαν διὰ τὴν δοθεῖσαν λύσιν, θεωροῦντες ταύτην ἀνεπαρκῆ.	[365, 1442, 570, 1541]
box-title: ΤΑΧΥΔΡΟΜΕΙΟΝ	[1253, 144, 1472, 160]
column-3	[585, 130, 790, 2130]
paragraph: — Ὅπως καὶ ἂν ἔχῃ ἀπὸ τὴν πρώτην στιγμὴν τὸ ζήτημα ἦτο σοβαρὸν, σήμερον δὲ ἀκόμη ὁλιγώτερον σοβαρόν.	[365, 1137, 570, 1203]
scan-edge-band	[0, 0, 1600, 38]
column-1	[145, 130, 350, 2130]
paragraph: Ὁ Βεζύρης μὲ τὸ γλυκὺ αὐτοῦ ὕφος τὴν παρηγόρει, καὶ τὴν ἐπεῖσε νὰ σταματήσῃ τὰς θρηνῳδίας.	[805, 867, 1010, 933]
ad-headline: ΙΑΤΡΙΚΗ ΘΕΤΙΚΗ ΘΕΡΑΠΕΙΑ	[1253, 728, 1472, 760]
advertisement	[585, 1200, 790, 1766]
ad-headline: ΕΙΔΙΚΟΝ ΘΕΡΑΠΕΥΤΗΡΙΟΝ	[1103, 1709, 1478, 1733]
paragraph: Ὁ ἰατρὸς κ. Ἰω. Ρεγκούζης εἰδικὸς ἰατρὸς τῶν ἀφροδισίων καὶ δερματικῶν νοσημάτων δέχεται ἐν τῷ ἰατρείῳ του ὁδὸς Ἀγίου Κωνσταντίνου 18.	[1025, 1432, 1230, 1548]
post-office-box	[1245, 136, 1480, 335]
paragraph: Ἡ θέσις ἐν τούτοις τῆς ἡμέρας ἐκείνης ὁ Ν. Βεζύρης ἐθεώρησεν ἀναγκαῖον.	[805, 1936, 1010, 1986]
ad-text: 32—Σόλωνος—32	[1245, 1547, 1480, 1564]
ad-text: Ἡ φιάλη δρ. 5.50, εἰς τὰς ἐπαρχίας ἀποστέλλεται ἀντὶ δρ. 7 καὶ εἰς τὸ ἐξωτερικὸν φρ. 10.	[1253, 570, 1472, 620]
separator	[625, 1989, 750, 1990]
masthead: ΣΚΡΙΠ	[860, 96, 987, 126]
paragraph: Ὁ κ. Δηλιγιάννης ἐδέχθη ἡμᾶς μετὰ τῆς συνήθους αὐτοῦ εὐπροσηγορίας.	[365, 916, 570, 966]
paragraph: Ἡ θέσις ἐν τούτοις τοῦ Βεζύρη ἦτο δυσχερής· ὁ Σουλτάνος παρηκολούθει τὰς πράξεις του.	[805, 1868, 1010, 1934]
paragraph: Ἡ ἐπερώτησις αὕτη τοῦ κ. Δηλιγιάννη συνίσταται εἰς ἑπτὰ ἐρωτήματα, ἅτινα ἀφοροῦν κυρίως τὴν παρασκευὴν τοῦ στόλου καὶ τῶν ὑπουργικῶν συσκέψεων καὶ τὰς πρὸς τοὺς κυβερνήτας τῶν ἐξαπολυθέντων σκαφῶν δοθείσας ὁδηγίας.	[145, 908, 350, 1057]
subheadline: Κυρίαι καὶ δεσποινίδες,	[585, 1831, 790, 1845]
headline: ΤΕΛΕΥΤΑΙΑ ΩΡΑ	[585, 1771, 790, 1795]
ad-address: 10—Ὁδὸς Εὐριπίδου (Παρὰ τοὺς Ἁγίους Θεοδώρους)—10	[1103, 1998, 1478, 2013]
paragraph: Ἐπωτερικὴ τηλεγραφήματα ληφθέντα χθὲς τὸ ἑσπέρας ἐντεῦθεν, ἀγγέλλουσιν ὅτι ἐγένετο σήμερον ἐν Κωνσταντινουπόλει δημοσιευθέντος χθὲς τὴν πρωΐαν, ἐπειδὴ ὁ ἡγεμὼν τῆς Σάμου Ἀλέξανδρος Μαυρογένης ἀπελύθη καὶ διωρίσθη ὁ κ. Ι. Βιθυνός.	[365, 1634, 570, 1799]
subheadline: ΤΙ ΘΑ ΓΙΝΗ ΣΗΜΕΡΟΝ	[145, 443, 350, 467]
ad-hours: Ὧραι ἐπισκέψεως 2—5 μ. μ. καθ' ἑκάστην	[593, 1510, 782, 1543]
ad-text: Ὁ εἰδικὸς ἰατρὸς τῆς ἀνατρίψεως (Massage) κ. ΙΩΣΗΦ ΣΕΚΙΝΟΣ, Ἰταλὸς, ἐγκατασταθεὶς ἐνταῦθα ἀπὸ τινος, πιστοποιεῖ ὅτι θεραπεύει ἐντελῶς:	[593, 1557, 782, 1656]
paragraph: Ἡ γυναίκα ἐχρησιμοποίησε ὅλα τὰ μέσα, ἐπεχείρησε νὰ φύγῃ κρυφίως. Κατὰ τὴν νύκτα ἐκείνην ἐξεκίνησε πρὸς τὸν Γαρδίκιον μὲ τὴν συνοδείαν της.	[805, 1207, 1010, 1306]
subheadline: ΔΙΑ ΤΗΝ ΛΥΣΙΝ ΤΟΥ ΕΠΕΙΣΟΔΙΟΥ	[365, 723, 570, 751]
headline: ΟΙ ΒΑΣΙΛΕΙΣ	[585, 310, 790, 342]
separator	[625, 885, 750, 886]
ad-text: Πλήρης ἀντισηψία ἐργαλείων καὶ θεραπεία μετὰ τῶν νοσημάτων.	[1103, 1934, 1478, 1964]
separator	[185, 436, 310, 437]
column-4	[805, 130, 1010, 2130]
column-2	[365, 130, 570, 2130]
ad-text: ΗΛΕΚΤΡΟΘΕΡΑΠΕΙΑ—ΟΡΡΟΘΕΡΑΠΕΙΑ	[1103, 1917, 1478, 1932]
ad-text: Θεραπεύονται ἀσφαλῶς διὰ τοῦ Ὁμοιοπαθητικοῦ καὶ Ἠλεκτρομαγνητικοῦ ἰατροῦ συστήματος τὰ ὁπωσδήποτε νοσήματα τῆς ῥινὸς, τοῦ στόματος, τοῦ λάρυγγος, τῶν πνευμόνων, τοῦ στομάχου, τοῦ ἥπατος, τῶν νεφρῶν, τῆς κύστεως, ἡ ἐπιληψία, ἡ νευρασθένεια καὶ πᾶσα χρονία πάθησις.	[1253, 782, 1472, 964]
paragraph: — Δὲν ἀρκεῖ νὰ γνωρίζετε τὴν γνώμην μου. Τὴν ἐντύπωσίν μου τὴν ἐξέφρασα. Πρὶν γνωρίσω ὅλα ταῦτα δὲν δύναμαι νὰ κρίνω μετ' ἀσφαλείας.	[365, 1273, 570, 1372]
paragraph: Ἀπὸ τῆς ἀπόψεως ταύτης ἐξετάζων τὸ πρᾶγμα δὲν δυνάμαι νὰ εἴπω ὅτι ἡ δοθεῖσα ἱκανοποίησις εἶνε ἐπαρκής. Διότι ἐπὶ τέλους λέγομεν ἐγὼ ὅτι ἡ ἱκανοποίησις ἔλαβεν ἄλλας Δυνάμεις, Μεγάλας δυνάμεις καὶ ἔτυχεν ὁμοίων ζητημάτων.	[365, 332, 570, 481]
paragraph: Τραγικὸν δυστύχημα συνέβη εἰς τὸν σταθμὸν τοῦ σιδηροδρόμου Λαυρίου χθὲς περὶ τὴν ὥραν τῆς ἑσπέρας. Καθ' ἣν στιγμὴν ἔφθασε τὸ τραῖνον εἷς ἐργάτης ἐπιχειρήσας νὰ ἀποβιβασθῇ ἐπεσε καὶ ἐτραυματίσθη σοβαρῶς.	[585, 1045, 790, 1194]
separator	[593, 1549, 782, 1551]
ad-address: Ὁδὸς Σόλωνος ἀριθ. 32	[1245, 1426, 1480, 1442]
paragraph: Ὅταν ἐγνώσθη ὅτι ὁ Σουλτάνος ἐπέτρεψεν εἰς τὸν Ἀλῆν νὰ κρατήσῃ τὰ κτήματα τοῦ Ἐλμάζ, ἡ θλῖψις της ἐπετάθη.	[805, 1528, 1010, 1611]
paragraph: Κατόπιν θὰ λάβῃ τὸν λόγον ὁ ἀρχηγὸς τῆς ἀντιπολιτεύσεως κ. Θ. Δηλιγιάννης, ὅστις δὲν θὰ περιορισθῇ εἰς τὰς ἐξηγήσεις τοῦ κ. Ρωμάνου, ἀλλὰ θὰ ζητήσῃ νὰ κατατεθοῦν ἐν τῇ Βουλῇ τὰ σχετικὰ ἔγγραφα.	[145, 791, 350, 907]
